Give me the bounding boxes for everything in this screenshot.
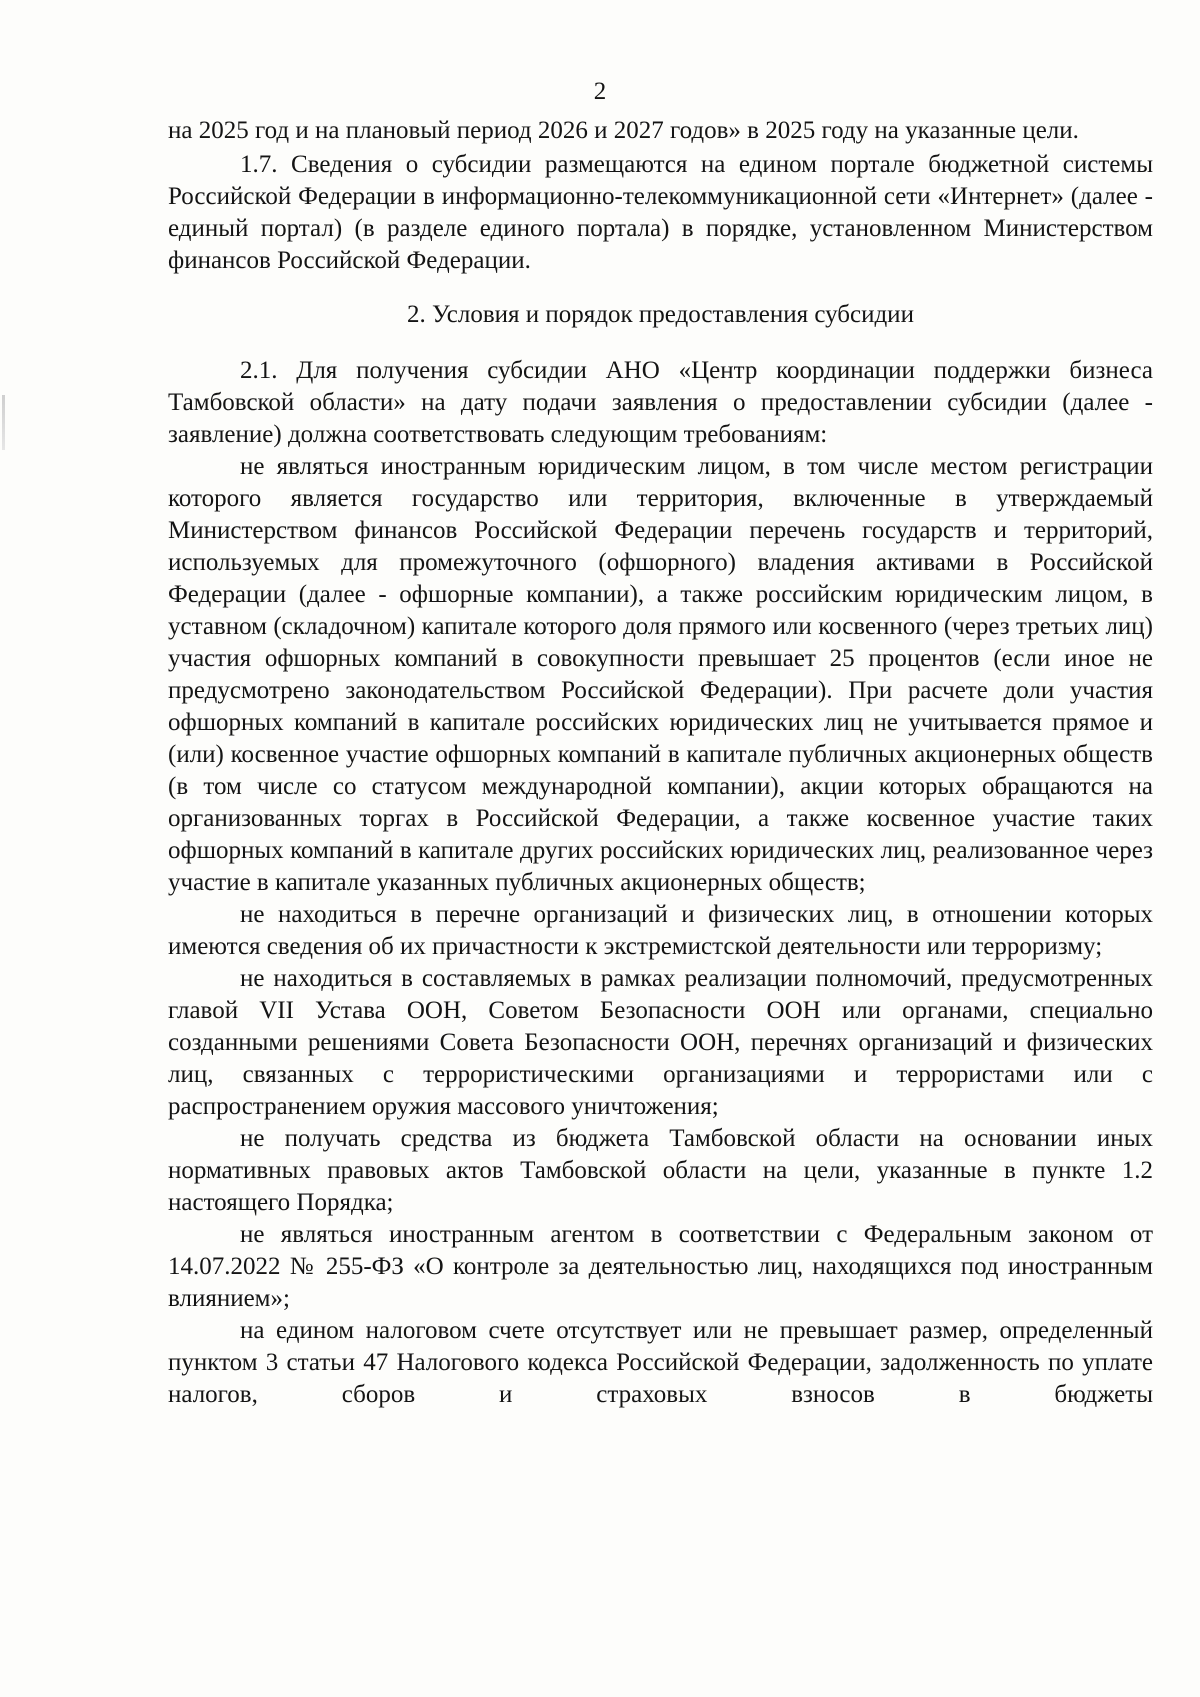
document-body: [168, 115, 1153, 1411]
paragraph-1-7: 1.7. Сведения о субсидии размещаются на едином портале бюджетной системы Российской Федерации в информационно-телекоммуникационной сети «Интернет» (далее - единый портал) (в разделе единого портала) в порядке, установленном Министерством финансов Российской Федерации.: [168, 151, 1153, 274]
paragraph-2-1: 2.1. Для получения субсидии АНО «Центр координации поддержки бизнеса Тамбовской области» на дату подачи заявления о предоставлении субсидии (далее - заявление) должна соответствовать следующим требованиям:: [168, 357, 1153, 448]
paragraph-continuation: на 2025 год и на плановый период 2026 и 2027 годов» в 2025 году на указанные цели.: [168, 117, 1079, 144]
requirement-tax-debt: на едином налоговом счете отсутствует или не превышает размер, определенный пунктом 3 статьи 47 Налогового кодекса Российской Федерации, задолженность по уплате налогов, сборов и страховых взносов в бюджеты: [168, 1317, 1153, 1408]
requirement-un-sanctions: не находиться в составляемых в рамках реализации полномочий, предусмотренных главой VII Устава ООН, Советом Безопасности ООН или органами, специально созданными решениями Совета Безопасности ООН, перечнях организаций и физических лиц, связанных с террористическими организациями и террористами или с распространением оружия массового уничтожения;: [168, 965, 1153, 1120]
requirement-budget-funds: не получать средства из бюджета Тамбовской области на основании иных нормативных правовых актов Тамбовской области на цели, указанные в пункте 1.2 настоящего Порядка;: [168, 1125, 1153, 1216]
scan-margin-mark: [2, 395, 5, 450]
section-2-heading: 2. Условия и порядок предоставления субсидии: [407, 301, 914, 328]
page-number: 2: [593, 78, 607, 105]
requirement-foreign-agent: не являться иностранным агентом в соответствии с Федеральным законом от 14.07.2022 № 255-ФЗ «О контроле за деятельностью лиц, находящихся под иностранным влиянием»;: [168, 1221, 1153, 1312]
requirement-offshore: не являться иностранным юридическим лицом, в том числе местом регистрации которого является государство или территория, включенные в утверждаемый Министерством финансов Российской Федерации перечень государств и территорий, используемых для промежуточного (офшорного) владения активами в Российской Федерации (далее - офшорные компании), а также российским юридическим лицом, в уставном (складочном) капитале которого доля прямого или косвенного (через третьих лиц) участия офшорных компаний в совокупности превышает 25 процентов (если иное не предусмотрено законодательством Российской Федерации). При расчете доли участия офшорных компаний в капитале российских юридических лиц не учитывается прямое и (или) косвенное участие офшорных компаний в капитале публичных акционерных обществ (в том числе со статусом международной компании), акции которых обращаются на организованных торгах в Российской Федерации, а также косвенное участие таких офшорных компаний в капитале других российских юридических лиц, реализованное через участие в капитале указанных публичных акционерных обществ;: [168, 453, 1153, 896]
requirement-extremism: не находиться в перечне организаций и физических лиц, в отношении которых имеются сведения об их причастности к экстремистской деятельности или терроризму;: [168, 901, 1153, 960]
